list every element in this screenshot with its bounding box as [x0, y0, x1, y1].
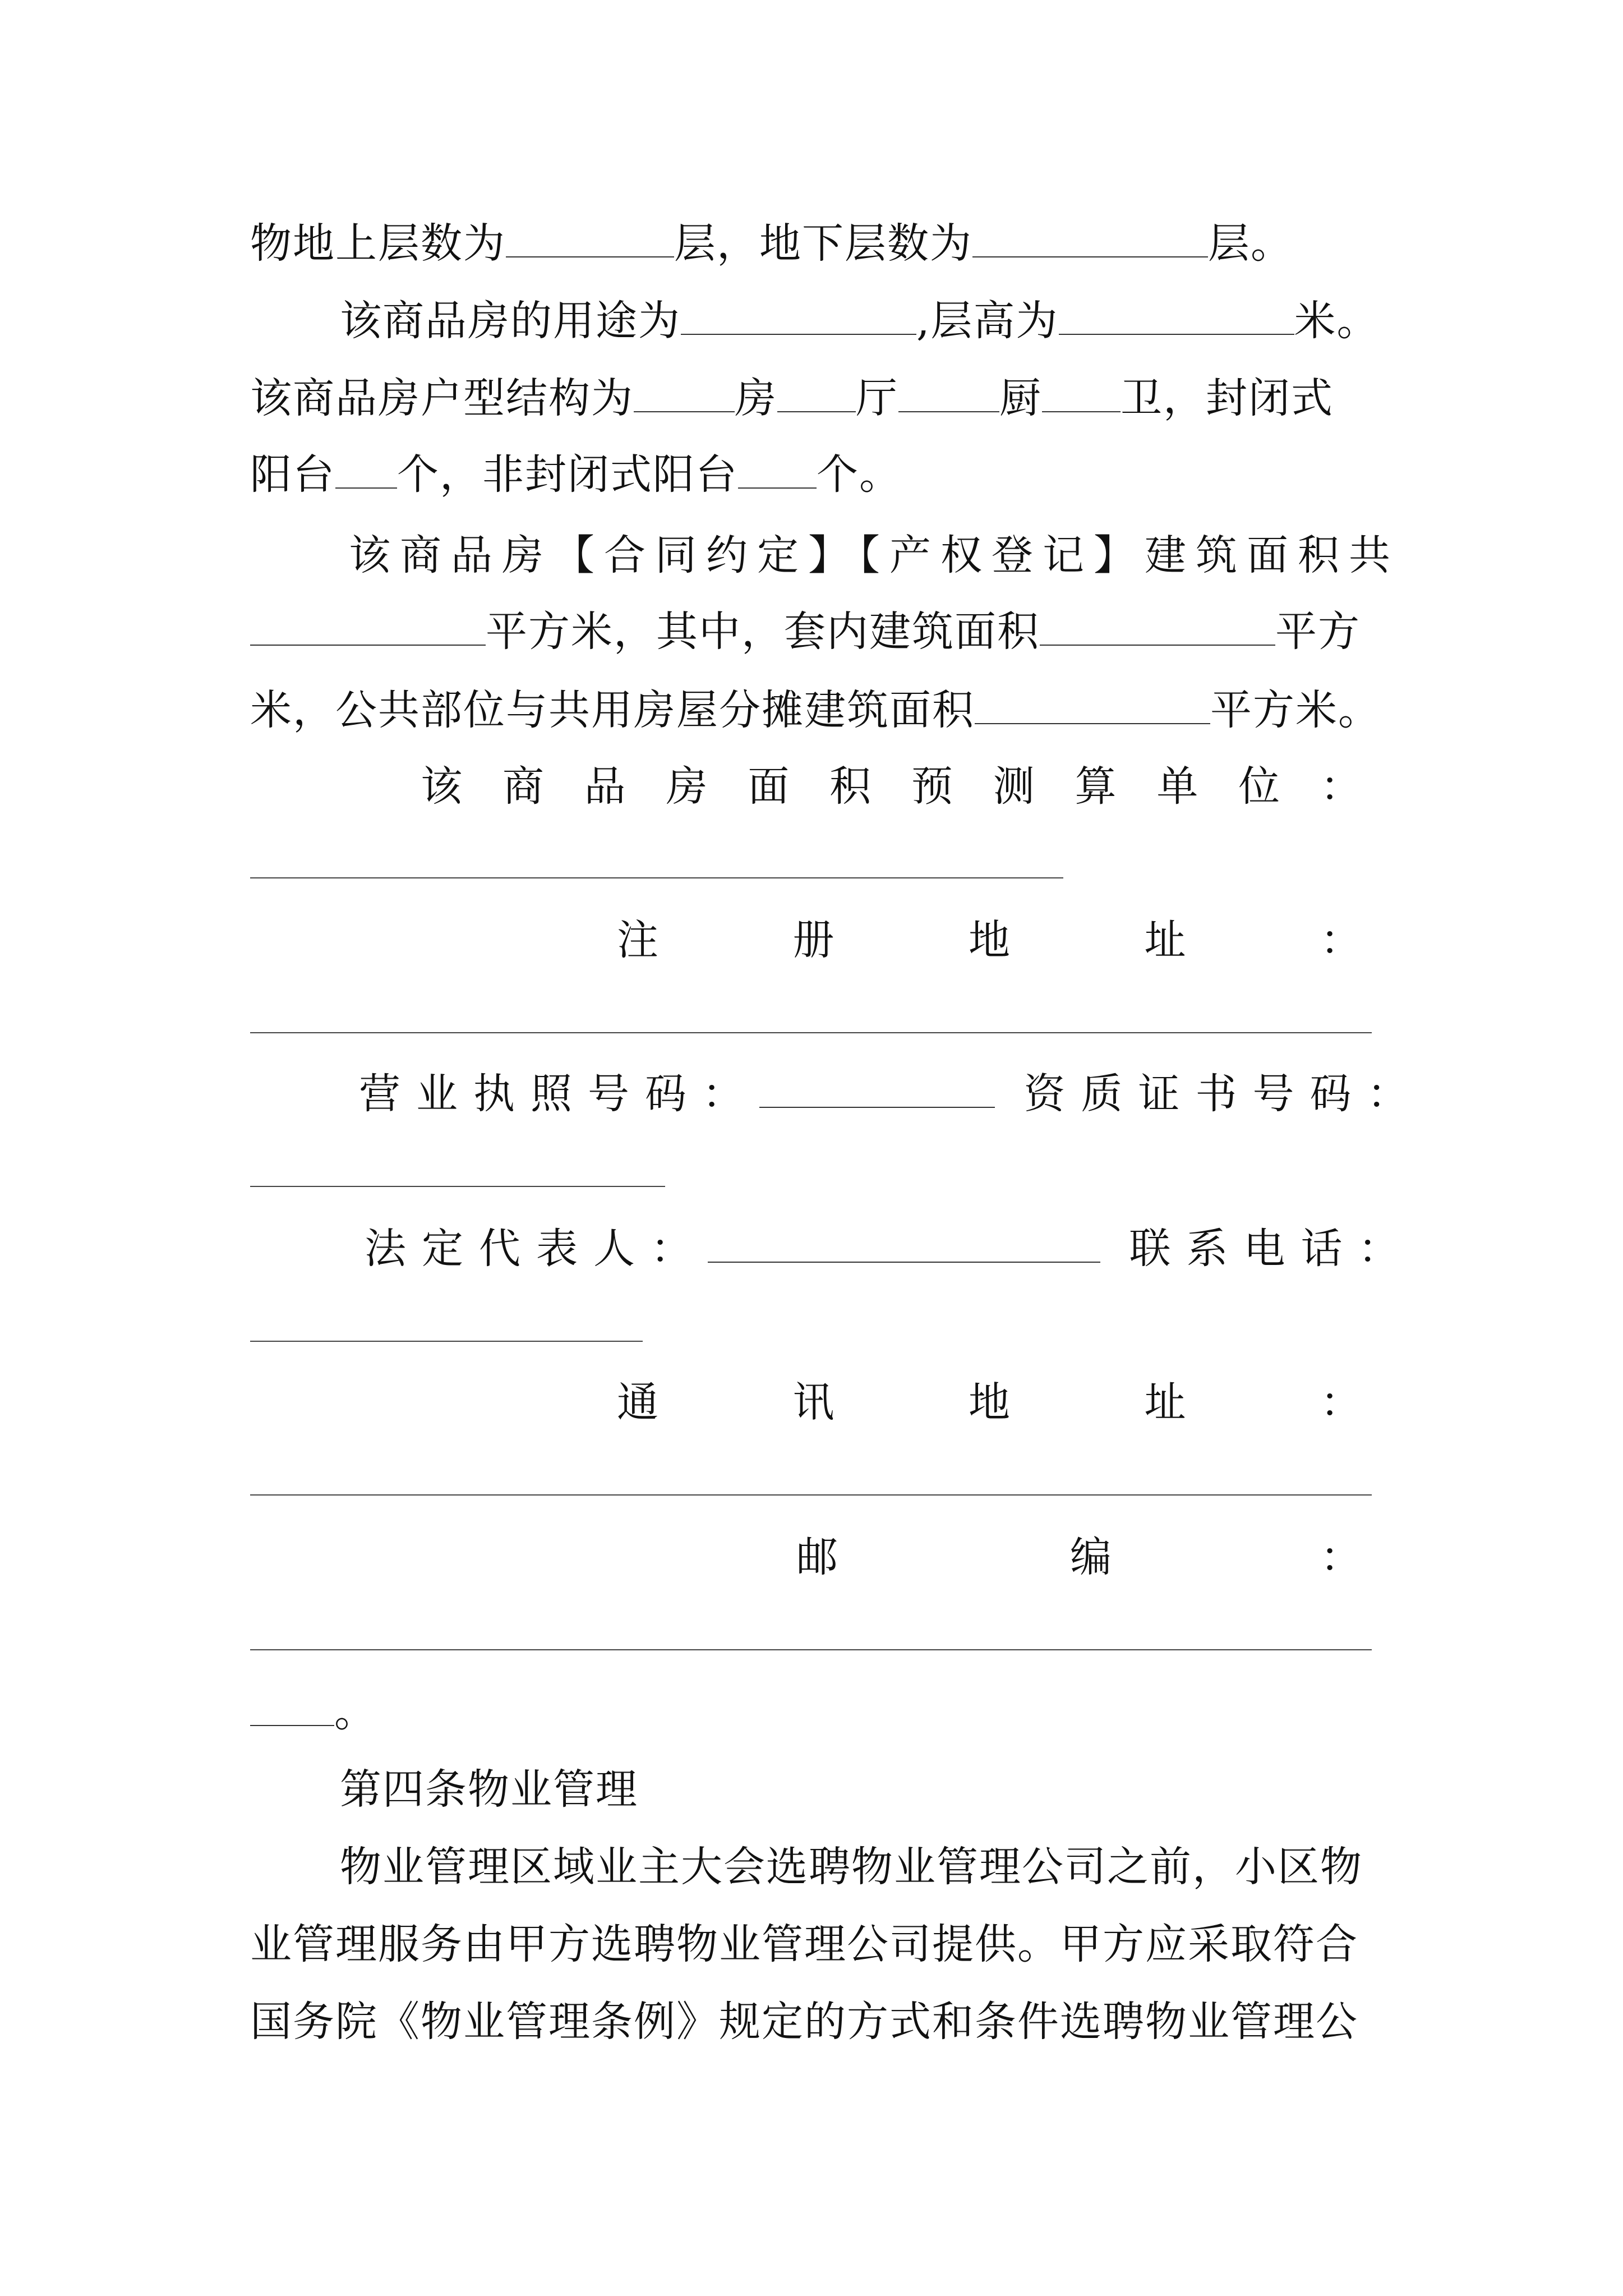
- end-mark: 。: [334, 1688, 377, 1736]
- char: 面: [748, 762, 791, 811]
- license-line: [359, 1066, 1424, 1122]
- area-intro-line: [349, 527, 1400, 583]
- shared-area-label: 米，公共部位与共用房屋分摊建筑面积: [250, 686, 975, 734]
- layout-line: [250, 370, 1389, 426]
- mail-address-blank[interactable]: [250, 1494, 1372, 1496]
- char: 址: [1144, 1378, 1187, 1427]
- open-balcony-label: 个，非封闭式阳台: [397, 450, 738, 499]
- char: 房: [666, 762, 709, 811]
- char: 该: [421, 762, 463, 811]
- postcode-blank[interactable]: [250, 1649, 1372, 1650]
- postcode-blank-tail[interactable]: [250, 1690, 334, 1726]
- height-blank[interactable]: [1059, 299, 1294, 335]
- char: 预: [911, 762, 954, 811]
- floors-above-label: 物地上层数为: [250, 219, 506, 268]
- cert-blank[interactable]: [250, 1186, 665, 1187]
- shared-area-line: [250, 682, 1389, 738]
- char: 注: [617, 916, 660, 964]
- article-line-2: 业管理服务由甲方选聘物业管理公司提供。甲方应采取符合: [250, 1920, 1358, 1968]
- survey-unit-blank[interactable]: [250, 877, 1063, 878]
- char: 单: [1156, 762, 1200, 811]
- char: 编: [1070, 1533, 1113, 1581]
- postcode-end-line: [250, 1684, 1389, 1740]
- char: 址: [1144, 916, 1187, 964]
- usage-label: 该商品房的用途为: [340, 297, 681, 345]
- kitchens-blank[interactable]: [898, 376, 999, 412]
- balcony-unit: 个。: [817, 450, 902, 499]
- inner-area-unit: 平方: [1275, 608, 1361, 656]
- cert-label: 资质证书号码：: [1023, 1070, 1424, 1118]
- halls-blank[interactable]: [777, 376, 856, 412]
- char: 册: [792, 916, 836, 964]
- layout-label: 该商品房户型结构为: [250, 374, 634, 422]
- halls-unit: 厅: [856, 374, 898, 422]
- phone-label: 联系电话：: [1129, 1225, 1415, 1273]
- license-label: 营业执照号码：: [359, 1070, 759, 1118]
- char: ：: [1320, 1378, 1363, 1427]
- char: 算: [1075, 762, 1118, 811]
- shared-area-blank[interactable]: [975, 688, 1210, 724]
- char: 商: [502, 762, 545, 811]
- char: 地: [969, 916, 1011, 964]
- floors-unit: 层。: [1208, 219, 1293, 268]
- inner-area-blank[interactable]: [1040, 610, 1275, 646]
- article-title: 第四条物业管理: [340, 1765, 638, 1814]
- balcony-label: 阳台: [250, 450, 335, 499]
- legal-blank[interactable]: [708, 1227, 1100, 1263]
- inner-area-label: 平方米，其中，套内建筑面积: [486, 608, 1040, 656]
- usage-blank[interactable]: [681, 299, 916, 335]
- floors-above-blank[interactable]: [506, 222, 674, 257]
- baths-unit: 卫，封闭式: [1121, 374, 1334, 422]
- char: ：: [1320, 762, 1363, 811]
- reg-address-label: [617, 912, 1363, 968]
- char: 邮: [796, 1533, 839, 1581]
- char: ：: [1320, 1533, 1363, 1581]
- license-blank[interactable]: [759, 1072, 995, 1108]
- rooms-unit: 房: [735, 374, 777, 422]
- height-unit: 米。: [1294, 297, 1380, 345]
- area-intro-text: 该商品房【合同约定】【产权登记】建筑面积共: [349, 531, 1400, 579]
- floors-line: [250, 215, 1389, 272]
- survey-unit-label: [421, 758, 1363, 815]
- legal-label: 法定代表人：: [365, 1225, 708, 1273]
- usage-line: [340, 293, 1389, 349]
- mail-address-label: [617, 1374, 1363, 1430]
- char: 通: [617, 1378, 660, 1427]
- char: 位: [1238, 762, 1281, 811]
- phone-blank[interactable]: [250, 1341, 643, 1342]
- char: 测: [993, 762, 1036, 811]
- open-balcony-blank[interactable]: [738, 453, 817, 489]
- char: ：: [1320, 916, 1363, 964]
- floors-below-blank[interactable]: [972, 222, 1208, 257]
- height-label: ,层高为: [916, 297, 1059, 345]
- inner-area-line: [250, 604, 1389, 660]
- kitchens-unit: 厨: [999, 374, 1042, 422]
- char: 地: [969, 1378, 1011, 1427]
- legal-line: [365, 1221, 1415, 1277]
- balcony-line: [250, 447, 1389, 503]
- baths-blank[interactable]: [1042, 376, 1121, 412]
- rooms-blank[interactable]: [634, 376, 735, 412]
- floors-below-label: 层，地下层数为: [674, 219, 972, 268]
- closed-balcony-blank[interactable]: [335, 453, 397, 489]
- article-line-1: 物业管理区域业主大会选聘物业管理公司之前，小区物: [340, 1843, 1363, 1891]
- total-area-blank[interactable]: [250, 610, 486, 646]
- char: 品: [584, 762, 627, 811]
- char: 积: [829, 762, 873, 811]
- reg-address-blank[interactable]: [250, 1032, 1372, 1033]
- article-line-3: 国务院《物业管理条例》规定的方式和条件选聘物业管理公: [250, 1998, 1358, 2046]
- shared-area-unit: 平方米。: [1210, 686, 1381, 734]
- char: 讯: [792, 1378, 836, 1427]
